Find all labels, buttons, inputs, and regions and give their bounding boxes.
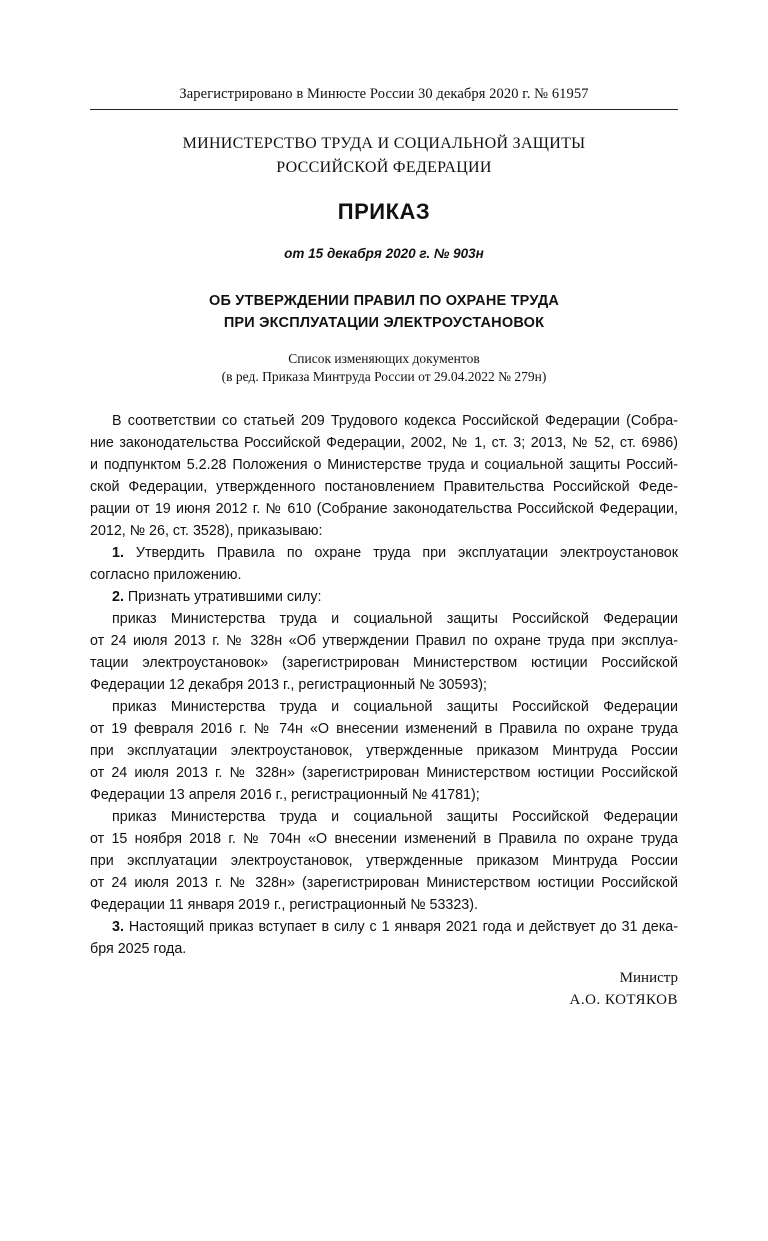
signatory-name: А.О. КОТЯКОВ <box>569 992 678 1008</box>
document-page <box>90 0 678 1241</box>
signatory-position: Министр <box>619 970 678 986</box>
item-1-line: Утвердить Правила по охране труда при эксплуатации электроустановок <box>123 545 678 561</box>
repealed-act-line: тации электроустановок» (зарегистрирован Министерством юстиции Российской <box>90 655 678 671</box>
item-1-line: согласно приложению. <box>90 567 242 583</box>
ministry-name-line-2: РОССИЙСКОЙ ФЕДЕРАЦИИ <box>276 159 492 176</box>
repealed-act-line: от 24 июля 2013 г. № 328н» (зарегистрирован Министерством юстиции Российской <box>90 765 678 781</box>
repealed-act-line: приказ Министерства труда и социальной защиты Российской Федерации <box>112 611 678 627</box>
item-3-line: бря 2025 года. <box>90 941 187 957</box>
repealed-act-line: Федерации 11 января 2019 г., регистрационный № 53323). <box>90 897 478 913</box>
order-title: ПРИКАЗ <box>337 199 431 224</box>
repealed-act-line: от 24 июля 2013 г. № 328н» (зарегистрирован Министерством юстиции Российской <box>90 875 678 891</box>
preamble-line: В соответствии со статьей 209 Трудового кодекса Российской Федерации (Собра- <box>112 413 678 429</box>
item-2-text: Признать утратившими силу: <box>123 589 322 605</box>
repealed-act-line: Федерации 12 декабря 2013 г., регистрационный № 30593); <box>90 677 488 693</box>
item-2 <box>90 586 678 916</box>
repealed-act-line: от 24 июля 2013 г. № 328н «Об утверждении Правил по охране труда при эксплуа- <box>90 633 678 649</box>
repealed-act-line: при эксплуатации электроустановок, утвержденные приказом Минтруда России <box>90 743 678 759</box>
signature-block <box>378 967 678 1011</box>
repealed-act-line: Федерации 13 апреля 2016 г., регистрационный № 41781); <box>90 787 480 803</box>
item-2-number: 2. <box>112 589 124 605</box>
order-subject-line-1: ОБ УТВЕРЖДЕНИИ ПРАВИЛ ПО ОХРАНЕ ТРУДА <box>208 293 560 309</box>
repealed-act-line: приказ Министерства труда и социальной защиты Российской Федерации <box>112 809 678 825</box>
header-divider <box>90 109 678 110</box>
amendments-reference: (в ред. Приказа Минтруда России от 29.04.2022 № 279н) <box>221 369 547 384</box>
item-1-number: 1. <box>112 545 124 561</box>
preamble-line: рации от 19 июня 2012 г. № 610 (Собрание законодательства Российской Федерации, <box>90 501 678 517</box>
amendments-note <box>90 350 678 386</box>
repealed-act-line: от 19 февраля 2016 г. № 74н «О внесении изменений в Правила по охране труда <box>90 721 678 737</box>
registration-header: Зарегистрировано в Минюсте России 30 декабря 2020 г. № 61957 <box>179 86 589 102</box>
preamble-line: ние законодательства Российской Федерации, 2002, № 1, ст. 3; 2013, № 52, ст. 6986) <box>90 435 678 451</box>
repealed-act-line: приказ Министерства труда и социальной защиты Российской Федерации <box>112 699 678 715</box>
preamble-paragraph <box>90 410 678 542</box>
order-body <box>90 410 678 960</box>
ministry-name-line-1: МИНИСТЕРСТВО ТРУДА И СОЦИАЛЬНОЙ ЗАЩИТЫ <box>182 135 586 152</box>
item-3 <box>90 916 678 960</box>
preamble-line: 2012, № 26, ст. 3528), приказываю: <box>90 523 323 539</box>
repealed-act-line: от 15 ноября 2018 г. № 704н «О внесении изменений в Правила по охране труда <box>90 831 678 847</box>
ministry-name <box>90 132 678 180</box>
preamble-line: ской Федерации, утвержденного постановлением Правительства Российской Феде- <box>90 479 678 495</box>
preamble-line: и подпунктом 5.2.28 Положения о Министерстве труда и социальной защиты Россий- <box>90 457 678 473</box>
order-subject-line-2: ПРИ ЭКСПЛУАТАЦИИ ЭЛЕКТРОУСТАНОВОК <box>223 315 545 331</box>
amendments-label: Список изменяющих документов <box>288 351 480 366</box>
order-subject <box>90 290 678 334</box>
repealed-act-line: при эксплуатации электроустановок, утвержденные приказом Минтруда России <box>90 853 678 869</box>
item-1 <box>90 542 678 586</box>
item-3-number: 3. <box>112 919 124 935</box>
item-3-line: Настоящий приказ вступает в силу с 1 января 2021 года и действует до 31 дека- <box>123 919 678 935</box>
order-date-number: от 15 декабря 2020 г. № 903н <box>284 246 484 261</box>
